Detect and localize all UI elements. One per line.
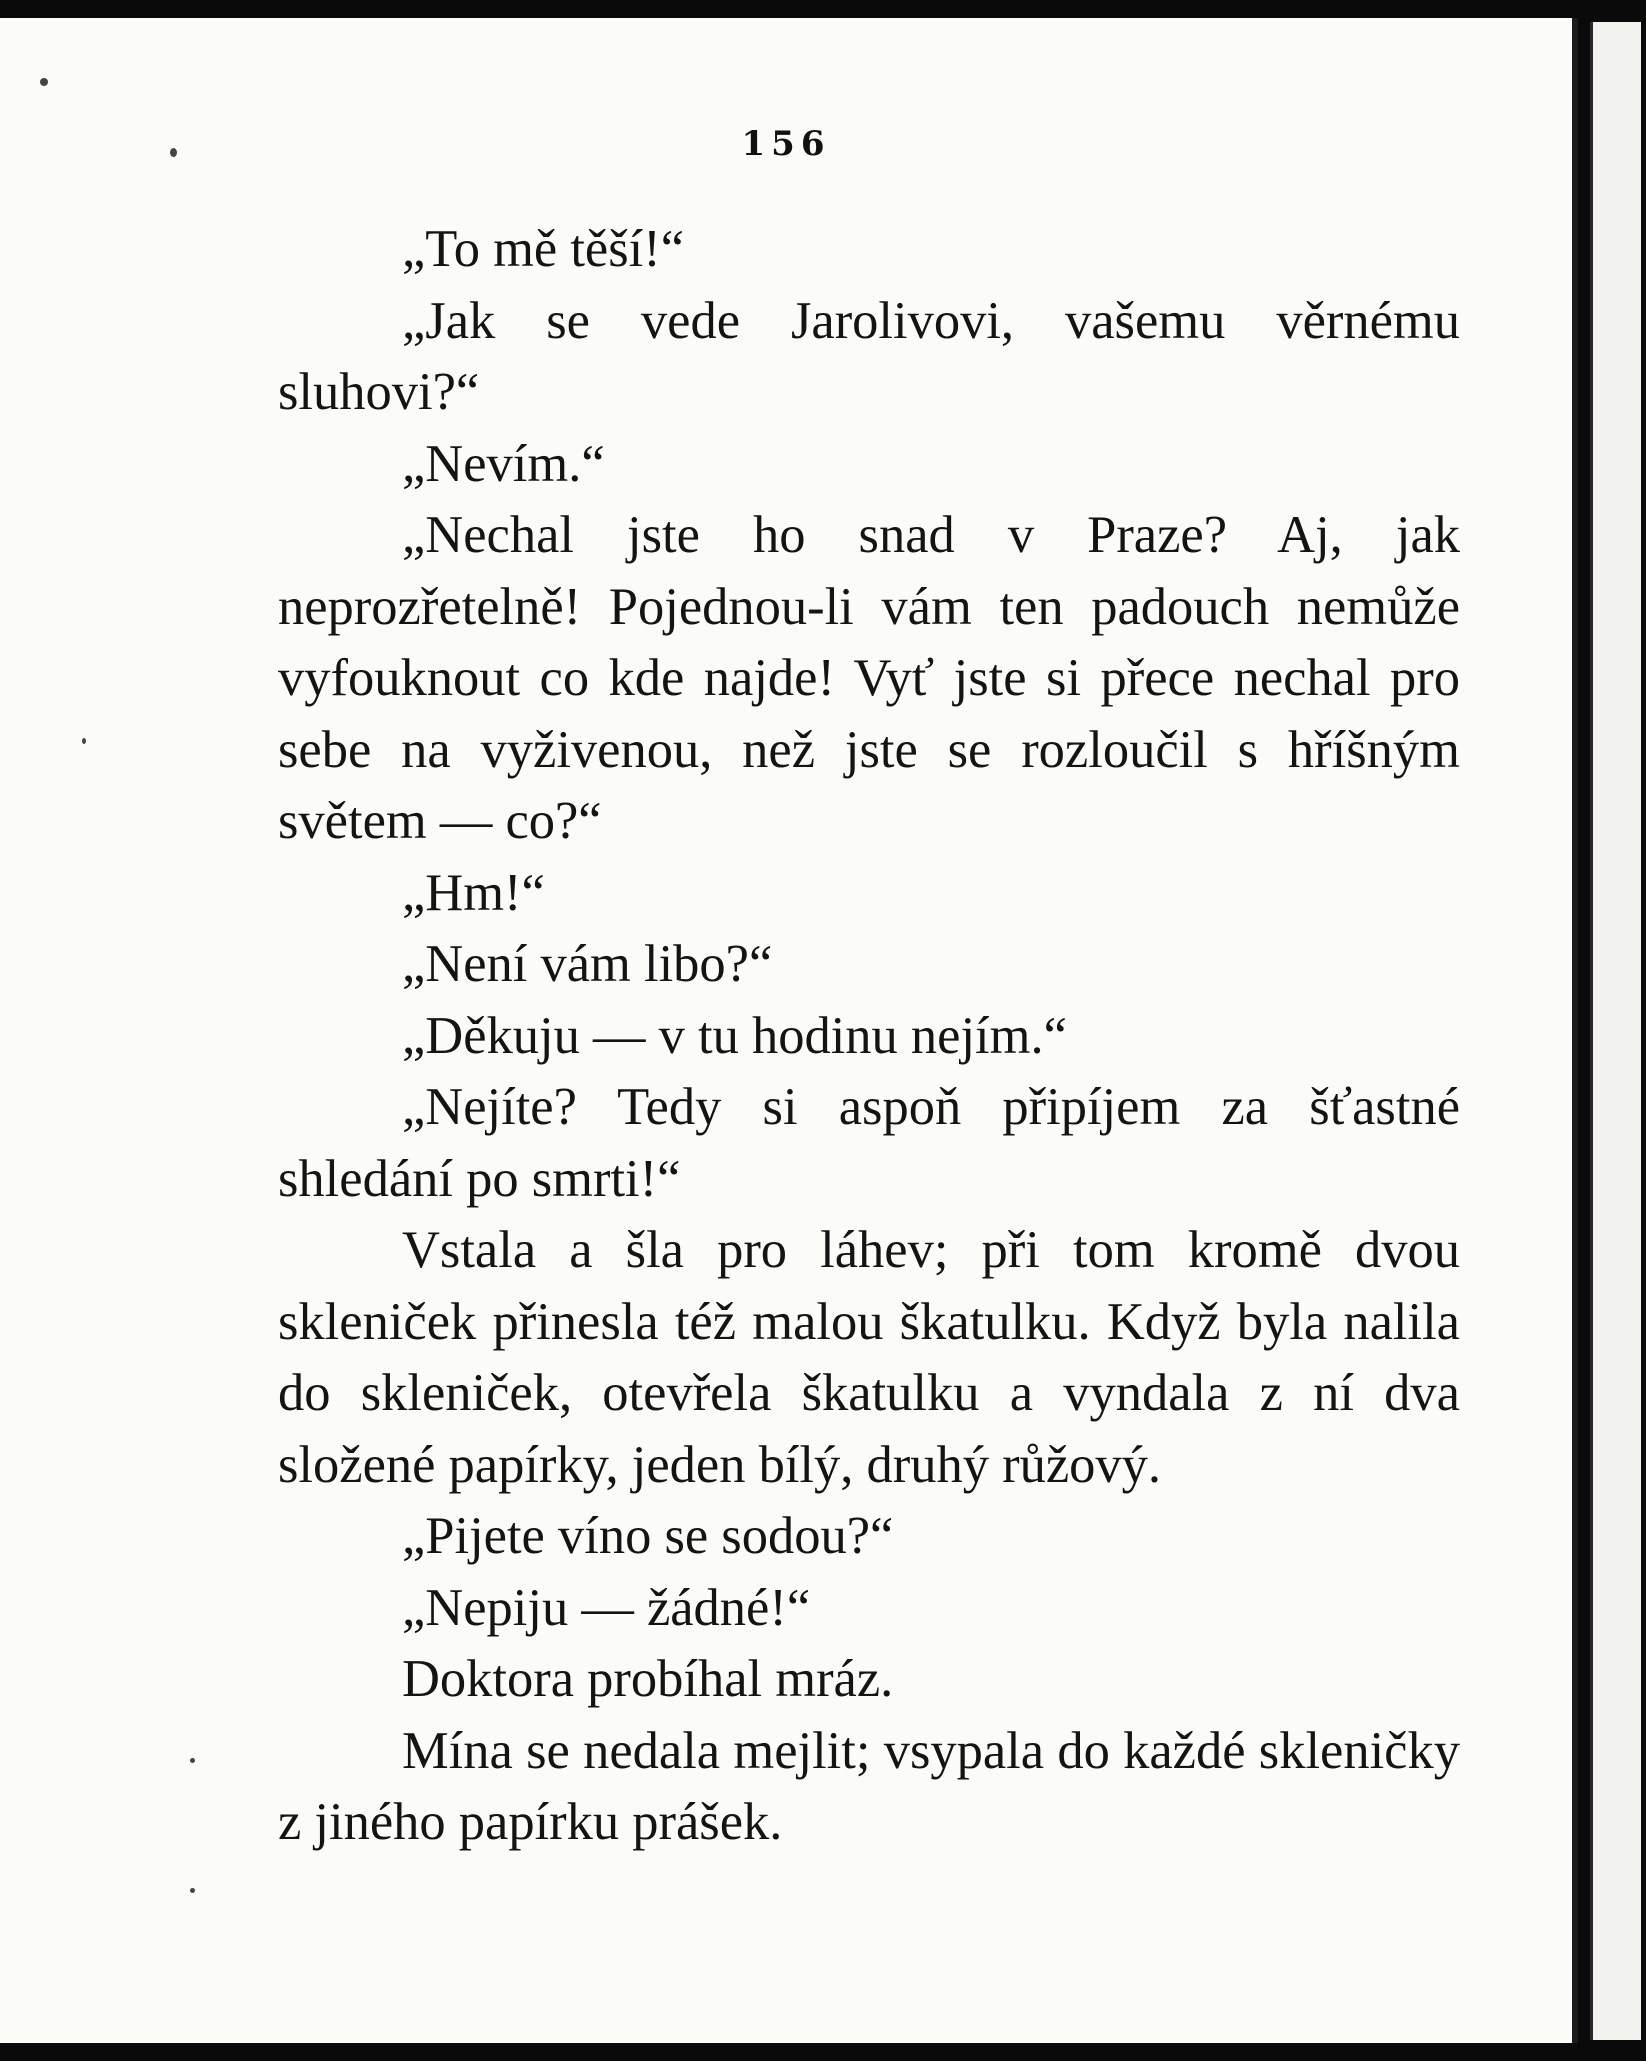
scan-speck xyxy=(190,1758,195,1763)
book-page xyxy=(0,18,1578,2043)
paragraph-2: „Jak se vede Jarolivovi, vašemu věrnému sluhovi?“ xyxy=(278,291,1460,421)
paragraph-8: „Nejíte? Tedy si aspoň připíjem za šťastné shledání po smrti!“ xyxy=(278,1078,1460,1208)
paragraph-13: Mína se nedala mejlit; vsypala do každé skleničky z jiného papírku prášek. xyxy=(278,1721,1460,1851)
scan-speck xyxy=(82,738,86,744)
scan-speck xyxy=(170,148,177,157)
facing-page-edge xyxy=(1590,22,1641,2040)
page-number: 156 xyxy=(741,124,831,164)
paragraph-3: „Nevím.“ xyxy=(402,434,605,493)
paragraph-9: Vstala a šla pro láhev; při tom kromě dvou skleniček přinesla též malou škatulku. Když byla nalila do skleniček, otevřela škatulku a vyndala z ní dva složené papírky, jeden bílý, druhý růžový. xyxy=(278,1221,1460,1494)
paragraph-11: „Nepiju — žádné!“ xyxy=(402,1578,811,1637)
paragraph-7: „Děkuju — v tu hodinu nejím.“ xyxy=(402,1006,1067,1065)
paragraph-12: Doktora probíhal mráz. xyxy=(402,1650,894,1708)
scan-speck xyxy=(190,1888,195,1893)
paragraph-5: „Hm!“ xyxy=(402,863,545,922)
paragraph-1: „To mě těší!“ xyxy=(402,220,685,278)
paragraph-6: „Není vám libo?“ xyxy=(402,935,773,993)
paragraph-10: „Pijete víno se sodou?“ xyxy=(402,1507,894,1565)
page-text xyxy=(278,214,1460,1859)
scan-speck xyxy=(40,78,48,86)
scan-border xyxy=(0,2043,1646,2061)
paragraph-4: „Nechal jste ho snad v Praze? Aj, jak neprozřetelně! Pojednou-li vám ten padouch nemůže vyfouknout co kde najde! Vyť jste si přece nechal pro sebe na vyživenou, než jste se rozloučil s hříšným světem — co?“ xyxy=(278,506,1460,850)
